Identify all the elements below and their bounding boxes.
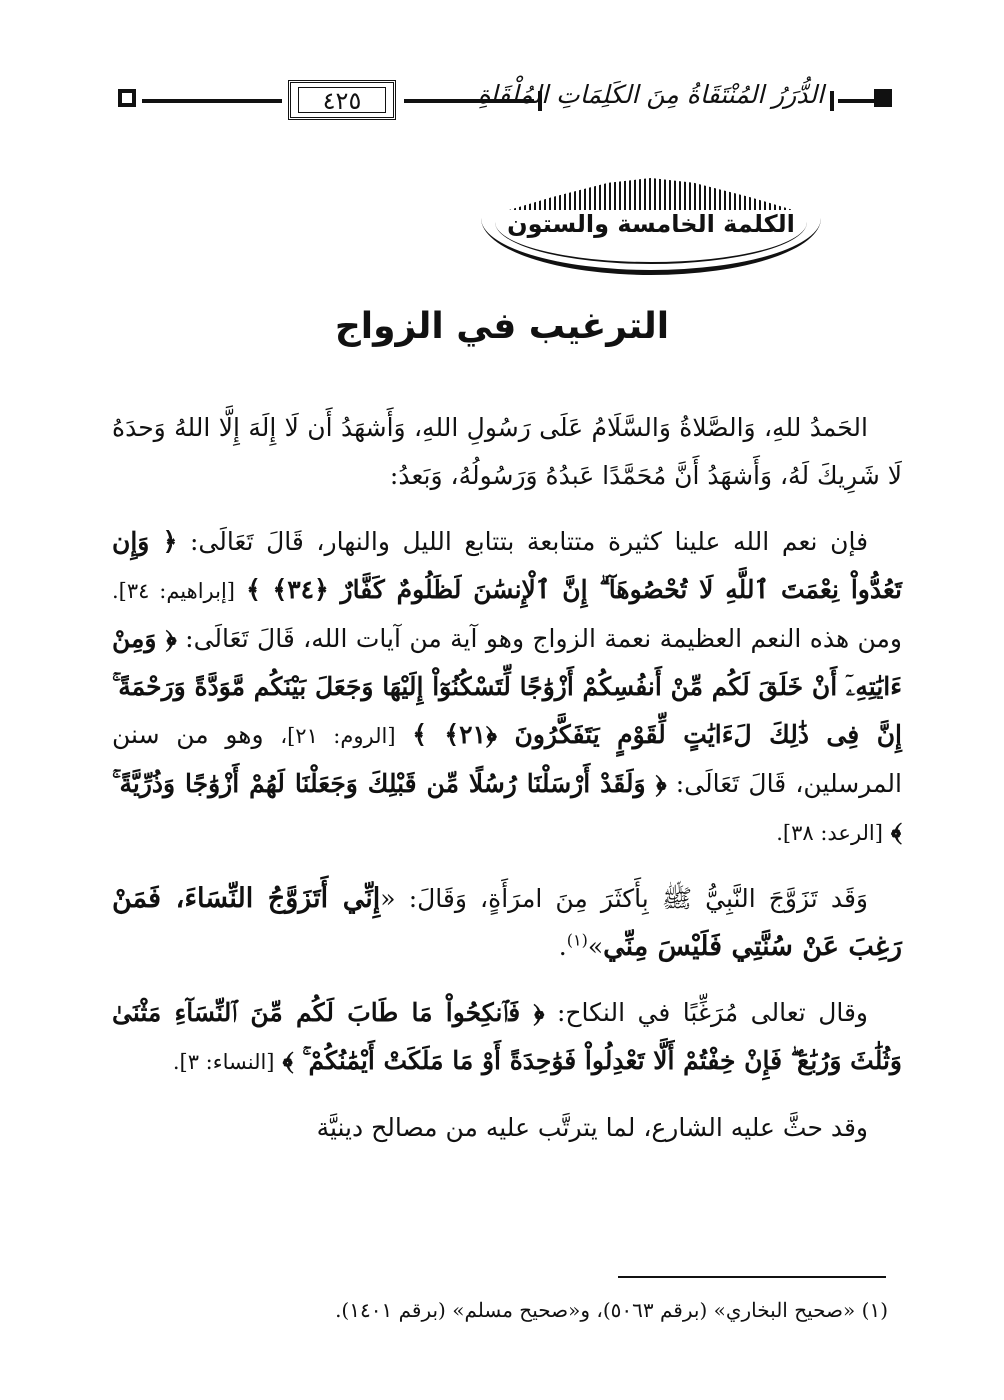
header-bar-mark — [830, 91, 834, 111]
body-text — [112, 404, 902, 1170]
hollow-square-ornament — [118, 89, 136, 107]
header-rule-left — [142, 99, 282, 103]
chapter-label: الكلمة الخامسة والستون — [507, 210, 795, 238]
paragraph-prophet — [112, 875, 902, 971]
text-run: فإن نعم الله علينا كثيرة متتابعة بتتابع الليل والنهار، قَالَ تَعَالَى: — [190, 527, 869, 556]
text-run: وَقَد تَزَوَّجَ النَّبِيُّ ﷺ بِأَكثَرَ مِنَ امرَأَةٍ، وَقَالَ: « — [380, 884, 868, 913]
running-header — [112, 78, 898, 124]
verse-reference: [إبراهيم: ٣٤]. — [112, 579, 235, 603]
text-run: » — [587, 932, 604, 961]
paragraph-encouragement: وقد حثَّ عليه الشارع، لما يترتَّب عليه من مصالح دينيَّة — [316, 1113, 868, 1142]
banner-tick-ornament — [509, 178, 793, 210]
quran-verse: ﴿ وَلَقَدْ أَرْسَلْنَا رُسُلًا مِّن قَبْلِكَ وَجَعَلْنَا لَهُمْ أَزْوَٰجًا وَذُرِّيَّةً ۚ ﴾ — [112, 769, 902, 846]
paragraph-blessings — [112, 518, 902, 857]
hadith-text: إِنِّي أَتَزَوَّجُ النِّسَاءَ، فَمَنْ رَغِبَ عَنْ سُنَّتِي فَلَيْسَ مِنِّي — [112, 883, 902, 962]
quran-verse: ﴿ فَٱنكِحُواْ مَا طَابَ لَكُم مِّنَ ٱلنِّسَآءِ مَثْنَىٰ وَثُلَٰثَ وَرُبَٰعَ ۖ فَإِنْ خِفْتُمْ أَلَّا تَعْدِلُواْ فَوَٰحِدَةً أَوْ مَا مَلَكَتْ أَيْمَٰنُكُمْ ۚ ﴾ — [112, 998, 902, 1075]
solid-square-ornament — [874, 89, 892, 107]
footnote-marker: (١) — [566, 930, 588, 950]
paragraph-opening: الحَمدُ للهِ، وَالصَّلاةُ وَالسَّلَامُ عَلَى رَسُولِ اللهِ، وَأَشهَدُ أَن لَا إِلَهَ إِلَّا اللهُ وَحدَهُ لَا شَرِيكَ لَهُ، وَأَشهَدُ أَنَّ مُحَمَّدًا عَبدُهُ وَرَسُولُهُ، وَبَعدُ: — [112, 413, 902, 490]
quran-verse: ﴿ وَإِن تَعُدُّواْ نِعْمَتَ ٱللَّهِ لَا تُحْصُوهَآ ۗ إِنَّ ٱلْإِنسَٰنَ لَظَلُومٌ كَفَّارٌ ﴿٣٤﴾ ﴾ — [112, 527, 902, 604]
chapter-banner — [475, 172, 827, 274]
header-rule-right — [838, 99, 874, 103]
verse-reference: [الروم: ٢١]، — [280, 724, 396, 748]
book-title: الدُّرَرُ المُنْتَقَاةُ مِنَ الكَلِمَاتِ المُلْقَاةِ — [477, 80, 824, 109]
text-run: وقال تعالى مُرَغِّبًا في النكاح: — [556, 998, 869, 1027]
text-run: ومن هذه النعم العظيمة نعمة الزواج وهو آية من آيات الله، قَالَ تَعَالَى: — [185, 624, 903, 653]
text-run: وهو من سنن المرسلين، قَالَ تَعَالَى: — [112, 720, 902, 798]
footnote: (١) «صحيح البخاري» (برقم ٥٠٦٣)، و«صحيح مسلم» (برقم ١٤٠١). — [335, 1298, 888, 1322]
text-run: . — [558, 932, 567, 961]
article-title: الترغيب في الزواج — [334, 306, 670, 347]
verse-reference: [الرعد: ٣٨]. — [776, 821, 883, 845]
verse-reference: [النساء: ٣]. — [172, 1050, 275, 1074]
paragraph-nikah — [112, 989, 902, 1086]
page-number-frame — [288, 80, 396, 120]
page-number: ٤٢٥ — [322, 87, 362, 115]
footnote-separator — [618, 1276, 886, 1278]
quran-verse: ﴿ وَمِنْ ءَايَٰتِهِۦٓ أَنْ خَلَقَ لَكُم مِّنْ أَنفُسِكُمْ أَزْوَٰجًا لِّتَسْكُنُوٓاْ إِلَيْهَا وَجَعَلَ بَيْنَكُم مَّوَدَّةً وَرَحْمَةً ۚ إِنَّ فِى ذَٰلِكَ لَءَايَٰتٍ لِّقَوْمٍ يَتَفَكَّرُونَ ﴿٢١﴾ ﴾ — [112, 624, 903, 749]
